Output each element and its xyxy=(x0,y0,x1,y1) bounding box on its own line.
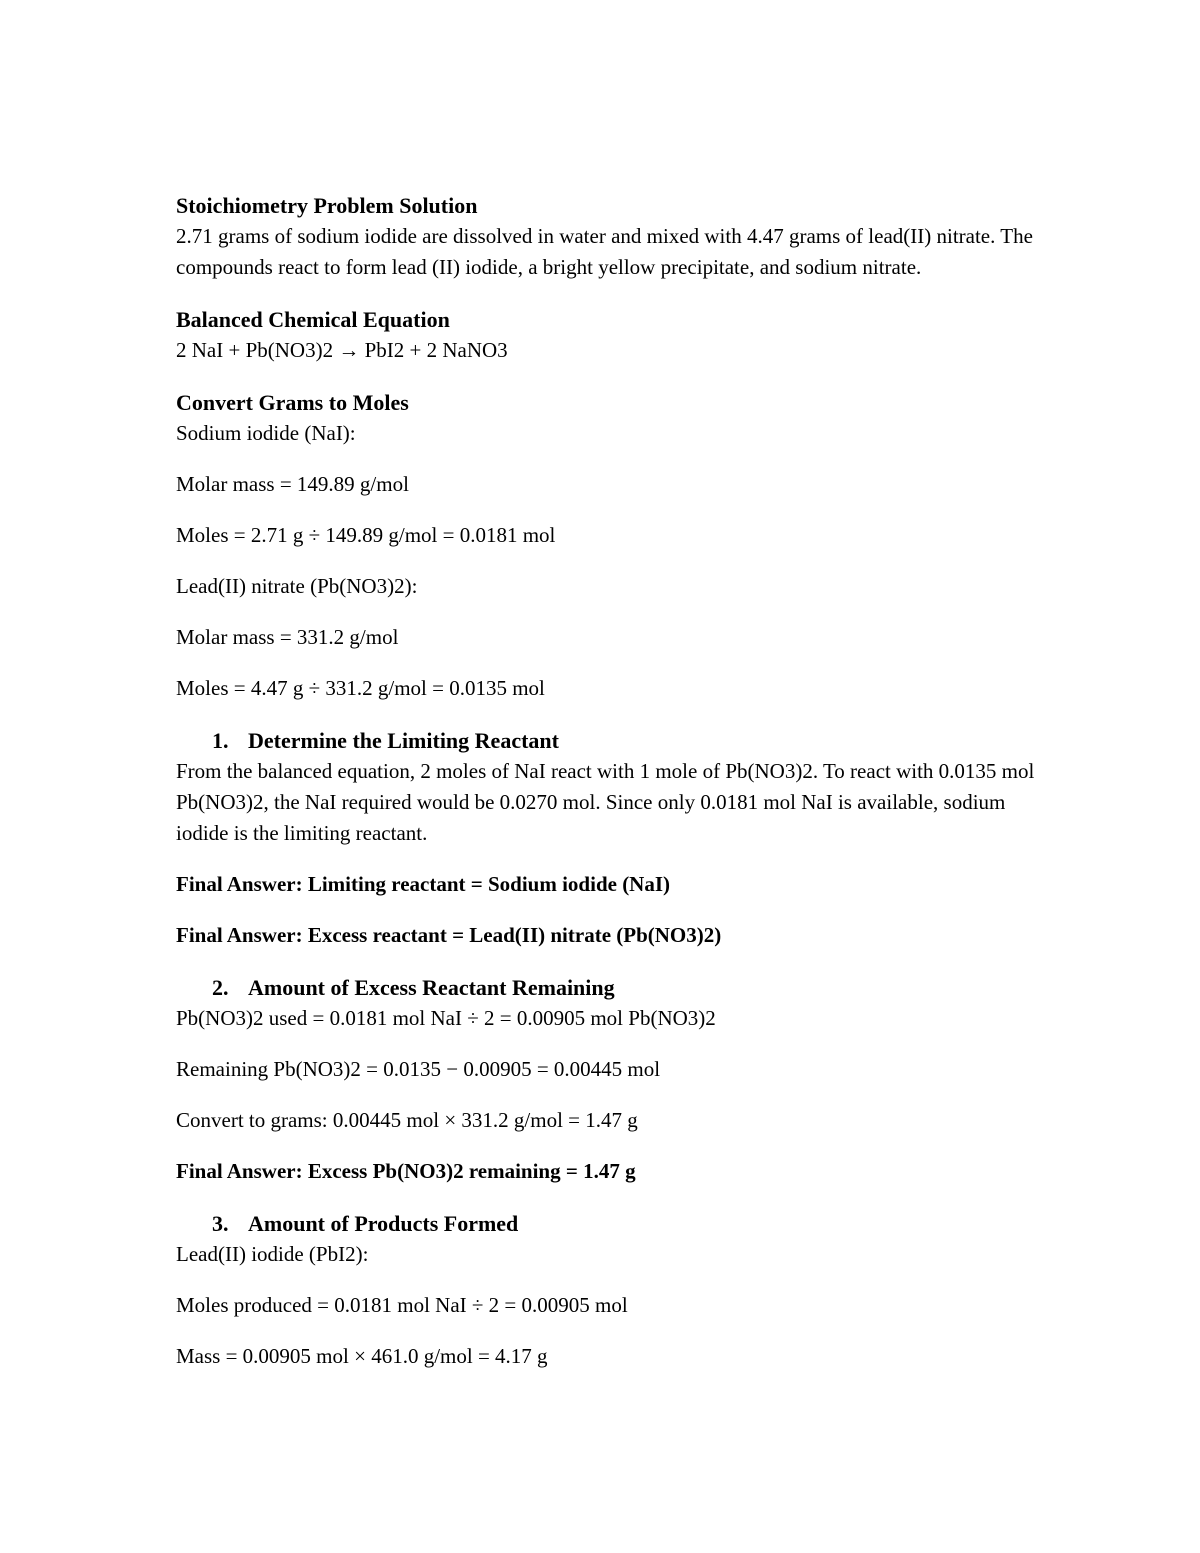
excess-remaining: Remaining Pb(NO3)2 = 0.0135 − 0.00905 = 0.00445 mol xyxy=(176,1057,661,1081)
convert-heading: Convert Grams to Moles xyxy=(176,390,409,415)
document-title: Stoichiometry Problem Solution xyxy=(176,193,478,218)
pb-molar-mass: Molar mass = 331.2 g/mol xyxy=(176,625,399,649)
section-1-number: 1. xyxy=(212,728,229,753)
product-moles: Moles produced = 0.0181 mol NaI ÷ 2 = 0.00905 mol xyxy=(176,1293,628,1317)
nai-label: Sodium iodide (NaI): xyxy=(176,421,356,445)
section-2-number: 2. xyxy=(212,975,229,1000)
intro-paragraph: 2.71 grams of sodium iodide are dissolved in water and mixed with 4.47 grams of lead(II) nitrate. The compounds react to form lead (II) iodide, a bright yellow precipitate, and sodium nitrate. xyxy=(176,224,1033,279)
final-answer-limiting: Final Answer: Limiting reactant = Sodium iodide (NaI) xyxy=(176,872,671,896)
product-mass: Mass = 0.00905 mol × 461.0 g/mol = 4.17 g xyxy=(176,1344,548,1368)
section-3-number: 3. xyxy=(212,1211,229,1236)
section-1-title: Determine the Limiting Reactant xyxy=(248,728,559,753)
nai-moles: Moles = 2.71 g ÷ 149.89 g/mol = 0.0181 mol xyxy=(176,523,556,547)
excess-grams: Convert to grams: 0.00445 mol × 331.2 g/mol = 1.47 g xyxy=(176,1108,638,1132)
pb-label: Lead(II) nitrate (Pb(NO3)2): xyxy=(176,574,418,598)
section-1-heading xyxy=(176,725,1056,756)
product-label: Lead(II) iodide (PbI2): xyxy=(176,1242,369,1266)
pb-moles: Moles = 4.47 g ÷ 331.2 g/mol = 0.0135 mol xyxy=(176,676,545,700)
balanced-equation: 2 NaI + Pb(NO3)2 → PbI2 + 2 NaNO3 xyxy=(176,338,508,362)
nai-molar-mass: Molar mass = 149.89 g/mol xyxy=(176,472,409,496)
balanced-equation-heading: Balanced Chemical Equation xyxy=(176,307,450,332)
excess-used: Pb(NO3)2 used = 0.0181 mol NaI ÷ 2 = 0.00905 mol Pb(NO3)2 xyxy=(176,1006,716,1030)
section-3-heading xyxy=(176,1208,1056,1239)
section-2-heading xyxy=(176,972,1056,1003)
final-answer-excess: Final Answer: Excess reactant = Lead(II) nitrate (Pb(NO3)2) xyxy=(176,923,722,947)
document-page xyxy=(176,190,1056,1372)
final-answer-remaining: Final Answer: Excess Pb(NO3)2 remaining = 1.47 g xyxy=(176,1159,636,1183)
section-2-title: Amount of Excess Reactant Remaining xyxy=(248,975,615,1000)
section-1-text: From the balanced equation, 2 moles of NaI react with 1 mole of Pb(NO3)2. To react with 0.0135 mol Pb(NO3)2, the NaI required would be 0.0270 mol. Since only 0.0181 mol NaI is available, sodium iodide is the limiting reactant. xyxy=(176,759,1035,845)
section-3-title: Amount of Products Formed xyxy=(248,1211,519,1236)
